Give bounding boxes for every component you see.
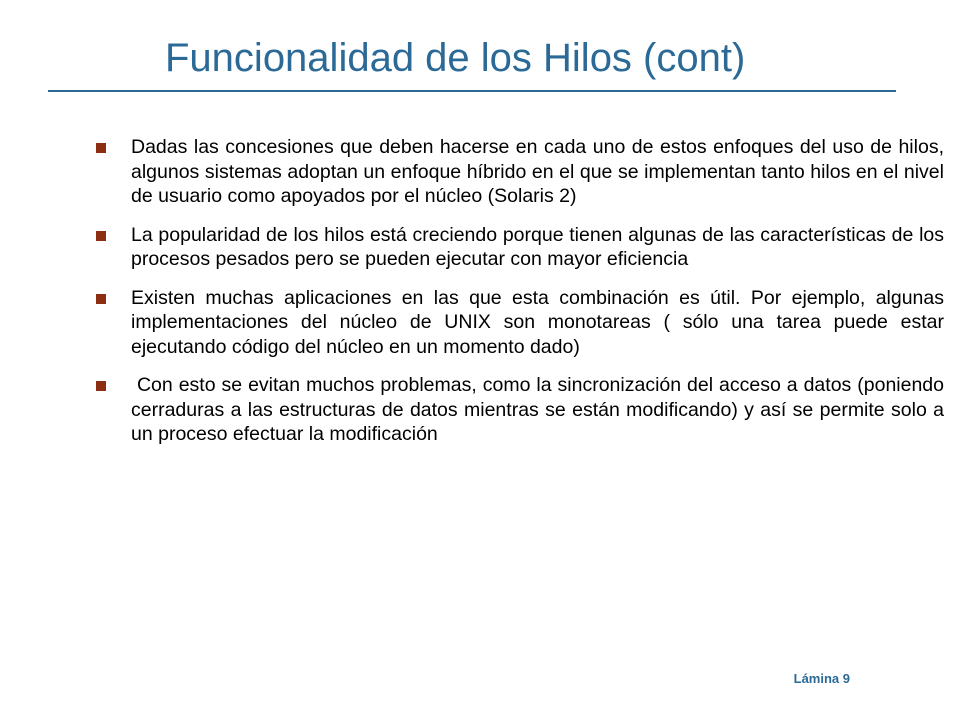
- bullet-item: [96, 373, 950, 447]
- bullet-item: [96, 286, 950, 360]
- square-bullet-icon: [96, 381, 106, 391]
- title-underline: [48, 90, 896, 92]
- bullet-text: La popularidad de los hilos está creciendo porque tienen algunas de las características de los procesos pesados pero se pueden ejecutar con mayor eficiencia: [131, 223, 950, 270]
- bullet-item: [96, 223, 950, 272]
- bullet-text: Con esto se evitan muchos problemas, como la sincronización del acceso a datos (poniendo cerraduras a las estructuras de datos mientras se están modificando) y así se permite solo a un proceso efectuar la modificación: [131, 374, 950, 445]
- square-bullet-icon: [96, 231, 106, 241]
- bullet-item: [96, 135, 950, 209]
- square-bullet-icon: [96, 294, 106, 304]
- slide-title: Funcionalidad de los Hilos (cont): [165, 36, 746, 80]
- square-bullet-icon: [96, 143, 106, 153]
- bullet-text: Dadas las concesiones que deben hacerse en cada uno de estos enfoques del uso de hilos, algunos sistemas adoptan un enfoque híbrido en el que se implementan tanto hilos en el nivel de usuario como apoyados por el núcleo (Solaris 2): [131, 136, 950, 207]
- slide-number: Lámina 9: [793, 671, 850, 686]
- bullet-text: Existen muchas aplicaciones en las que esta combinación es útil. Por ejemplo, algunas implementaciones del núcleo de UNIX son monotareas ( sólo una tarea puede estar ejecutando código del núcleo en un momento dado): [131, 286, 950, 358]
- bullet-list: [96, 135, 950, 461]
